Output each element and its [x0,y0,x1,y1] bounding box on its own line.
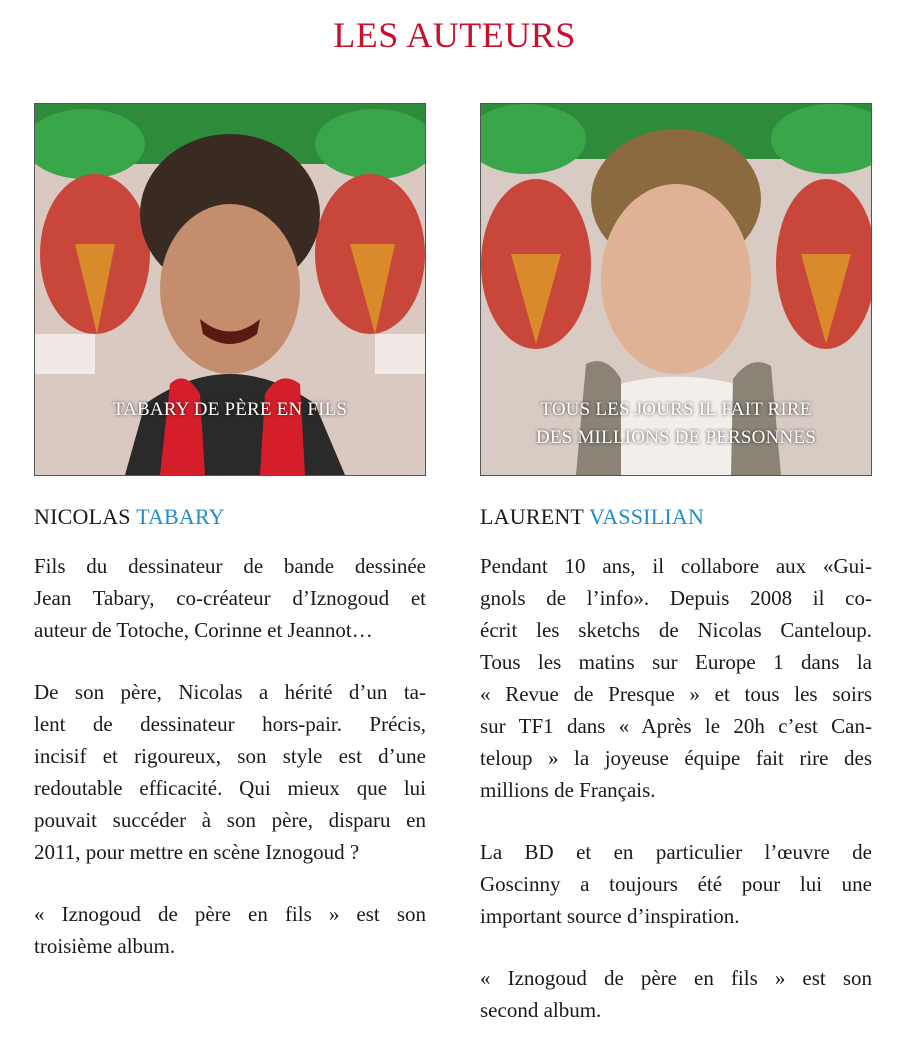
bio-paragraph: « Iznogoud de père en fils » est son troisième album. [34,902,426,958]
photo-caption: TOUS LES JOURS IL FAIT RIRE DES MILLIONS DE PERSONNES [536,399,816,448]
author-last-name: TABARY [136,504,225,529]
author-first-name: NICOLAS [34,504,131,529]
author-bio [480,550,872,1026]
bio-paragraph: « Iznogoud de père en fils » est son second album. [480,966,872,1022]
bio-paragraph: Pendant 10 ans, il collabore aux «Gui- gnols de l’info». Depuis 2008 il co- écrit les sketchs de Nicolas Canteloup. Tous les matins sur Europe 1 dans la « Revue de Presque » et tous les soirs sur TF1 dans « Après le 20h c’est Can- teloup » la joyeuse équipe fait rire des millions de Français. [480,554,872,802]
author-card-vassilian [480,103,872,1056]
author-last-name: VASSILIAN [588,504,705,529]
bio-paragraph: Fils du dessinateur de bande dessinée Jean Tabary, co-créateur d’Iznogoud et auteur de Totoche, Corinne et Jeannot… [34,554,426,642]
photo-caption: TABARY DE PÈRE EN FILS [112,399,348,420]
author-photo [480,103,872,476]
author-card-tabary [34,103,426,992]
author-photo [34,103,426,476]
bio-paragraph: De son père, Nicolas a hérité d’un ta- lent de dessinateur hors-pair. Précis, incisif et rigoureux, son style est d’une redoutable efficacité. Qui mieux que lui pouvait succéder à son père, disparu en 2011, pour mettre en scène Iznogoud ? [34,680,426,864]
author-first-name: LAURENT [480,504,584,529]
bio-paragraph: La BD et en particulier l’œuvre de Goscinny a toujours été pour lui une important source d’inspiration. [480,840,872,928]
author-bio [34,550,426,962]
page-title: LES AUTEURS [333,15,576,55]
author-name [34,504,426,530]
author-name [480,504,872,530]
